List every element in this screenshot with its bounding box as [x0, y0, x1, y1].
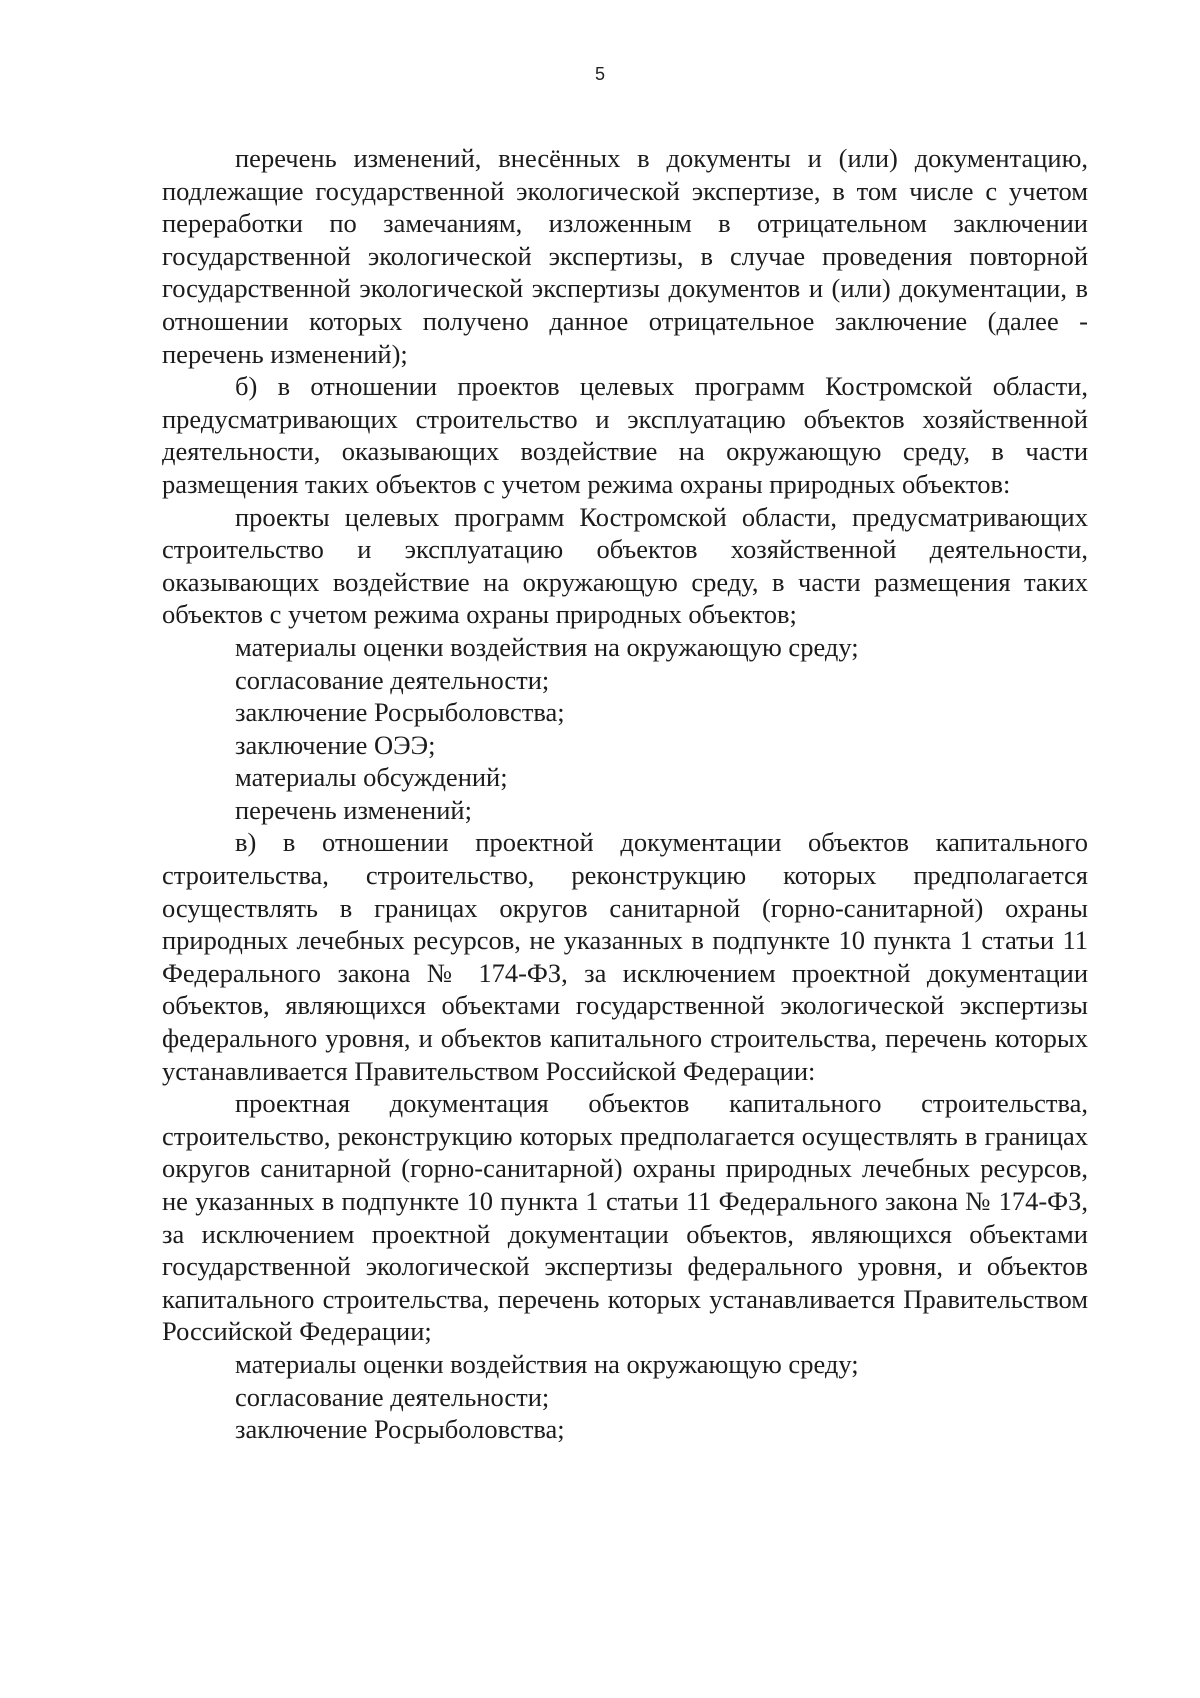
- list-item: материалы оценки воздействия на окружающую среду;: [235, 631, 859, 662]
- paragraph-subitem-v: в) в отношении проектной документации объектов капитального строительства, строительство, реконструкцию которых предполагается осуществлять в границах округов санитарной (горно-санитарной) охраны природных лечебных ресурсов, не указанных в подпункте 10 пункта 1 статьи 11 Федерального закона № 174-ФЗ, за исключением проектной документации объектов, являющихся объектами государственной экологической экспертизы федерального уровня, и объектов капитального строительства, перечень которых устанавливается Правительством Российской Федерации:: [162, 827, 1088, 1086]
- list-item: заключение ОЭЭ;: [235, 729, 436, 760]
- document-body: [162, 142, 1088, 1446]
- list-item: согласование деятельности;: [235, 664, 550, 695]
- paragraph-changes-list: перечень изменений, внесённых в документы и (или) документацию, подлежащие государственной экологической экспертизе, в том числе с учетом переработки по замечаниям, изложенным в отрицательном заключении государственной экологической экспертизы, в случае проведения повторной государственной экологической экспертизы документов и (или) документации, в отношении которых получено данное отрицательное заключение (далее - перечень изменений);: [162, 143, 1088, 369]
- list-item: согласование деятельности;: [235, 1381, 550, 1412]
- paragraph-program-projects: проекты целевых программ Костромской области, предусматривающих строительство и эксплуатацию объектов хозяйственной деятельности, оказывающих воздействие на окружающую среду, в части размещения таких объектов с учетом режима охраны природных объектов;: [162, 501, 1088, 630]
- page-number: 5: [594, 64, 605, 84]
- list-item: перечень изменений;: [235, 794, 472, 825]
- paragraph-subitem-b: б) в отношении проектов целевых программ Костромской области, предусматривающих строительство и эксплуатацию объектов хозяйственной деятельности, оказывающих воздействие на окружающую среду, в части размещения таких объектов с учетом режима охраны природных объектов:: [162, 371, 1088, 499]
- list-item: материалы оценки воздействия на окружающую среду;: [235, 1348, 859, 1379]
- list-item: заключение Росрыболовства;: [235, 697, 565, 728]
- list-item: материалы обсуждений;: [235, 762, 508, 793]
- paragraph-project-documentation: проектная документация объектов капитального строительства, строительство, реконструкцию которых предполагается осуществлять в границах округов санитарной (горно-санитарной) охраны природных лечебных ресурсов, не указанных в подпункте 10 пункта 1 статьи 11 Федерального закона № 174-ФЗ, за исключением проектной документации объектов, являющихся объектами государственной экологической экспертизы федерального уровня, и объектов капитального строительства, перечень которых устанавливается Правительством Российской Федерации;: [162, 1088, 1088, 1347]
- list-item: заключение Росрыболовства;: [235, 1414, 565, 1445]
